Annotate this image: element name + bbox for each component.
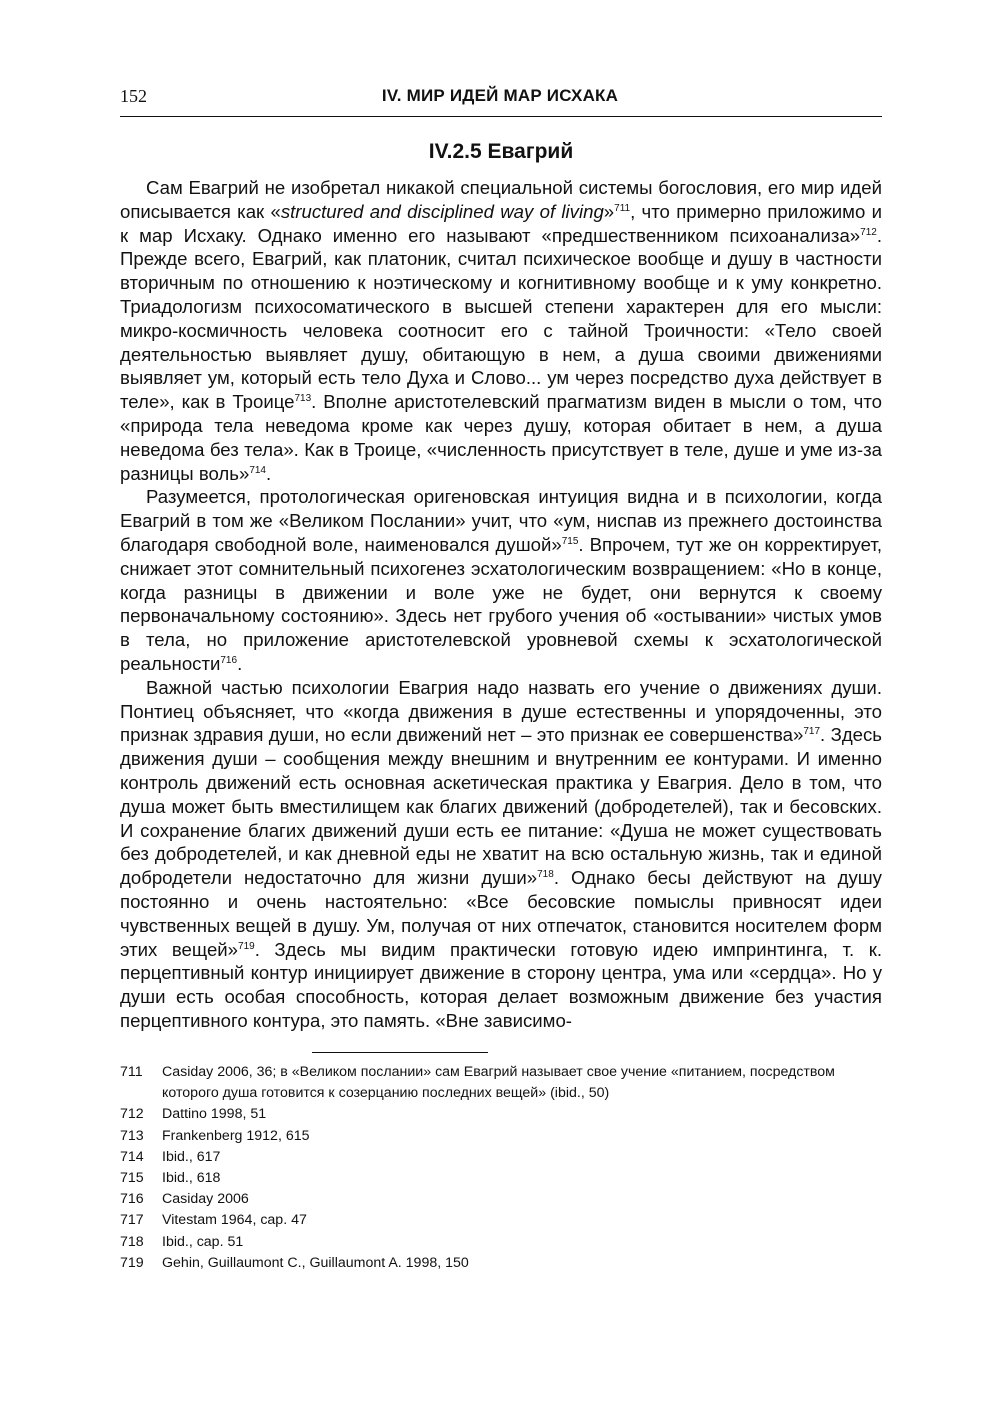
- text-run: .: [237, 652, 243, 674]
- text-run: . Однако бесы действуют на душу постоянно и очень настоятельно: «Все бесовские помыслы привносят идеи чувственных вещей в душу. Ум, получая от них отпечаток, становится носителем форм этих вещей»: [120, 867, 882, 960]
- text-run: . Вполне аристотелевский прагматизм виден в мысли о том, что «природа тела неведома кроме как через душу, которая обитает в нем, а душа неведома без тела». Как в Троице, «численность присутствует в теле, душе и уме из-за разницы воль»: [120, 391, 882, 484]
- footnote: [120, 1253, 882, 1274]
- footnotes: [120, 1062, 882, 1274]
- footnote-number: 717: [120, 1212, 144, 1229]
- text-run: . Прежде всего, Евагрий, как платоник, считал психическое вообще и душу в частности вторичным по отношению к ноэтическому и когнитивному вообще и к уму конкретно. Триадологизм психосоматического в высшей степени характерен для его мысли: микро-космичность человека соотносит его с тайной Троичности: «Тело своей деятельностью выявляет душу, обитающую в нем, а душа своими движениями выявляет ум, который есть тело Духа и Слово... ум через посредство духа действует в теле», как в Троице: [120, 224, 882, 413]
- footnote-text: Casiday 2006, 36; в «Великом послании» сам Евагрий называет свое учение «питанием, посредством которого душа готовится к созерцанию последних вещей» (ibid., 50): [162, 1064, 835, 1102]
- footnote: [120, 1147, 882, 1168]
- italic-phrase: structured and disciplined way of living: [280, 200, 604, 222]
- footnote-ref: 715: [561, 535, 579, 547]
- footnote-text: Gehin, Guillaumont C., Guillaumont A. 1998, 150: [162, 1254, 469, 1271]
- footnote-ref: 717: [803, 726, 821, 738]
- footnote-number: 714: [120, 1148, 144, 1165]
- footnote: [120, 1189, 882, 1210]
- text-run: .: [266, 462, 272, 484]
- footnote-ref: 711: [614, 202, 631, 214]
- text-run: »: [603, 200, 615, 222]
- section-title: IV.2.5 Евагрий: [428, 140, 574, 163]
- footnote-ref: 713: [294, 392, 312, 404]
- running-head: [120, 86, 880, 116]
- footnote-ref: 714: [249, 464, 266, 476]
- footnote-number: 716: [120, 1191, 144, 1208]
- paragraph: [120, 676, 882, 1033]
- footnote-number: 719: [120, 1254, 144, 1271]
- page-number: 152: [120, 86, 147, 106]
- footnote-text: Ibid., 617: [162, 1148, 221, 1165]
- footnote-ref: 716: [220, 654, 238, 666]
- footnote-text: Ibid., 618: [162, 1170, 221, 1187]
- text-run: Важной частью психологии Евагрия надо назвать его учение о движениях души. Понтиец объясняет, что «когда движения в душе естественны и упорядоченны, это признак здравия души, но если движений нет – это признак ее совершенства»: [120, 676, 882, 746]
- footnote: [120, 1104, 882, 1125]
- footnote-number: 718: [120, 1233, 144, 1250]
- footnote-rule: [312, 1052, 488, 1053]
- footnote-number: 715: [120, 1170, 144, 1187]
- text-run: Сам Евагрий не изобретал никакой специальной системы богословия, его мир идей описывается как «: [120, 177, 882, 222]
- footnote: [120, 1126, 882, 1147]
- text-run: . Здесь мы видим практически готовую идею импринтинга, т. к. перцептивный контур инициирует движение в сторону центра, ума или «сердца». Но у души есть особая способность, которая делает возможным движение без участия перцептивного контура, это память. «Вне зависимо-: [120, 938, 882, 1031]
- text-run: . Здесь движения души – сообщения между внешним и внутренним ее контурами. И именно контроль движений есть основная аскетическая практика у Евагрия. Дело в том, что душа может быть вместилищем как благих движений (добродетелей), так и бесовских. И сохранение благих движений души есть ее питание: «Душа не может существовать без добродетелей, и как дневной еды не хватит на всю остальную жизнь, так и единой добродетели недостаточно для жизни души»: [120, 724, 882, 889]
- text-run: Разумеется, протологическая оригеновская интуиция видна и в психологии, когда Евагрий в том же «Великом Послании» учит, что «ум, ниспав из прежнего достоинства благодаря свободной воле, наименовался душой»: [120, 486, 882, 555]
- footnote-text: Ibid., cap. 51: [162, 1233, 244, 1250]
- footnote-ref: 718: [537, 868, 554, 880]
- footnote: [120, 1232, 882, 1253]
- footnote-number: 713: [120, 1127, 144, 1144]
- paragraph: [120, 485, 882, 675]
- footnote-text: Frankenberg 1912, 615: [162, 1127, 310, 1144]
- running-title: IV. МИР ИДЕЙ МАР ИСХАКА: [381, 86, 619, 105]
- footnote: [120, 1168, 882, 1189]
- text-run: . Впрочем, тут же он корректирует, снижает этот сомнительный психогенез эсхатологическим возвращением: «Но в конце, когда разницы в движении и воле уже не будет, они вернутся к своему первоначальному состоянию». Здесь нет грубого учения об «остывании» чистых умов в тела, но приложение аристотелевской уровневой схемы к эсхатологической реальности: [120, 533, 882, 674]
- paragraph: [120, 176, 882, 485]
- footnote: [120, 1210, 882, 1231]
- header-rule: [120, 116, 882, 117]
- body-text: [120, 176, 882, 1033]
- footnote-text: Vitestam 1964, cap. 47: [162, 1212, 307, 1229]
- footnote-ref: 719: [238, 940, 255, 952]
- footnote-text: Casiday 2006: [162, 1191, 249, 1208]
- footnote: [120, 1062, 882, 1104]
- footnote-text: Dattino 1998, 51: [162, 1106, 267, 1123]
- footnote-ref: 712: [860, 226, 877, 238]
- footnote-number: 711: [120, 1064, 143, 1080]
- footnote-number: 712: [120, 1106, 144, 1123]
- text-run: , что примерно приложимо и к мар Исхаку. Однако именно его называют «предшественником психоанализа»: [120, 200, 882, 246]
